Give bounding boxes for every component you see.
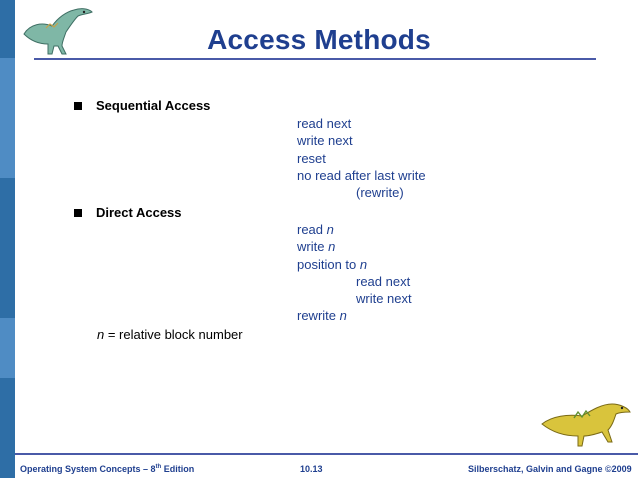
var-n: n (326, 222, 334, 237)
op-no-read-after-write: no read after last write (297, 167, 426, 183)
note-var-n: n (97, 327, 105, 342)
dinosaur-bottom-icon (538, 390, 634, 454)
sub-op-read-next: read next (356, 273, 411, 289)
sequential-heading: Sequential Access (96, 98, 211, 113)
slide-title: Access Methods (207, 24, 431, 55)
var-n: n (328, 239, 336, 255)
op-position-label: position to (297, 256, 360, 272)
op-read-next: read next (297, 116, 352, 131)
op-write-label: write (297, 239, 329, 255)
note-text: = relative block number (104, 327, 243, 342)
op-rewrite-note: (rewrite) (356, 185, 404, 201)
block-number-note (97, 327, 243, 342)
left-sidebar-bar (0, 0, 15, 478)
var-n: n (339, 308, 347, 324)
footer-book-suffix: Edition (161, 464, 195, 474)
sidebar-segment (0, 318, 15, 378)
op-write-next: write next (297, 133, 353, 149)
sidebar-segment (0, 58, 15, 178)
bullet-square-icon (74, 102, 82, 110)
op-read-n (297, 221, 412, 238)
op-write-n (297, 238, 412, 255)
op-read-label: read (297, 222, 327, 237)
op-rewrite-n (297, 307, 412, 324)
bullet-direct-access (74, 205, 182, 220)
footer-book-prefix: Operating System Concepts – 8 (20, 464, 156, 474)
footer-book-title (20, 464, 194, 474)
op-rewrite-label: rewrite (297, 308, 340, 324)
footer-copyright: Silberschatz, Galvin and Gagne ©2009 (468, 464, 632, 474)
title-divider (34, 58, 596, 60)
op-position-to-n (297, 256, 412, 273)
bullet-square-icon (74, 209, 82, 217)
direct-ops-list (297, 221, 412, 325)
footer-book-sup: th (155, 464, 162, 470)
op-reset: reset (297, 150, 326, 166)
bullet-sequential-access (74, 98, 210, 113)
footer-page-number: 10.13 (300, 464, 323, 474)
direct-heading: Direct Access (96, 205, 182, 220)
sub-op-write-next: write next (356, 291, 412, 307)
var-n: n (359, 256, 368, 272)
sequential-ops-list (297, 115, 426, 201)
footer-divider (15, 453, 638, 455)
